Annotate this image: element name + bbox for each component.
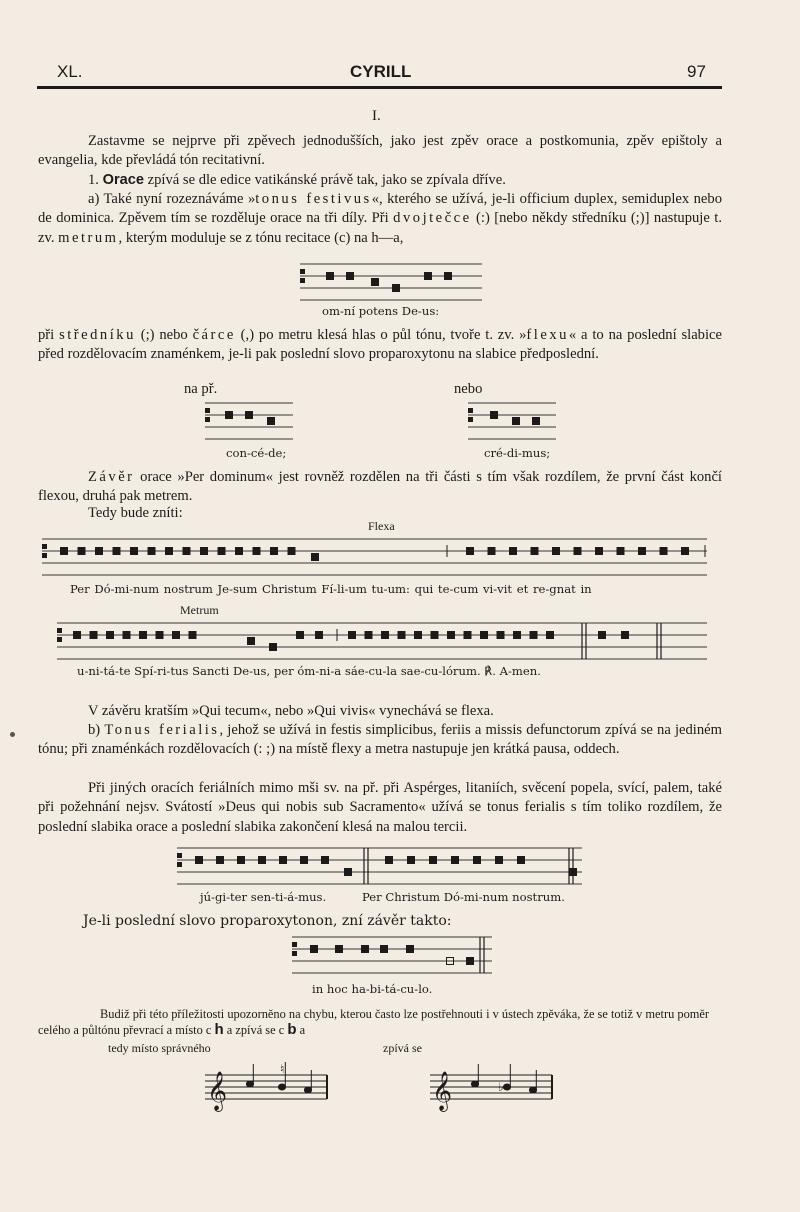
chant-note [148,548,155,555]
lyrics-example-2: con-cé-de; [226,446,287,460]
chant-note [316,632,323,639]
chant-note [253,548,260,555]
c-clef-icon [177,853,182,858]
note-h: h [214,1021,224,1038]
chant-note [393,285,400,292]
chant-note [362,946,369,953]
lyrics-example-1: om-ní potens De-us: [322,304,440,318]
chant-note [386,857,393,864]
text: (:) [nebo někdy středníku (;)] nastupuje t. zv. [38,210,722,246]
c-clef-icon [292,951,297,956]
paragraph-chyba [38,1006,724,1038]
label-metrum: Metrum [180,603,219,617]
chant-note [682,548,689,555]
chant-note [74,632,81,639]
chant-note [464,632,471,639]
paragraph-orace [38,171,722,190]
chant-note [349,632,356,639]
chant-note [617,548,624,555]
text: a zpívá se c [223,1023,288,1037]
chant-note [365,632,372,639]
chant-note [90,632,97,639]
text: Budiž při této příležitosti upozorněno na chybu, kterou často lze postřehnouti i v ústech zpěváka, že se totiž v metru poměr celého a půltónu převrací a místo c [38,1007,710,1037]
lyrics-habitaculo: in hoc ha-bi-tá-cu-lo. [312,982,433,996]
c-clef-icon [42,553,47,558]
chant-staff-example-2 [205,401,293,441]
text: b) [88,722,105,738]
chant-note [639,548,646,555]
chant-note [481,632,488,639]
note-c [246,1081,253,1087]
chant-note [173,632,180,639]
chant-note [574,548,581,555]
chant-note [398,632,405,639]
note-c [471,1081,478,1087]
chant-staff-habitaculo [292,935,492,975]
label-na-pr: na př. [184,381,218,397]
label-zpiva-se: zpívá se [383,1041,422,1055]
note-b: b [287,1021,297,1038]
c-clef-icon [300,278,305,283]
chant-note [496,857,503,864]
header-rule [37,86,722,89]
lyrics-example-3: cré-di-mus; [484,446,551,460]
paragraph-qui-tecum: V závěru kratším »Qui tecum«, nebo »Qui vivis« vynechává se flexa. [88,703,494,719]
chant-note [596,548,603,555]
text: a [296,1023,306,1037]
chant-note [131,548,138,555]
chant-note [259,857,266,864]
chant-note [497,632,504,639]
chant-note [288,548,295,555]
chant-note [166,548,173,555]
natural-sign-icon: ♮ [280,1062,285,1076]
margin-dot [10,732,15,737]
text: orace »Per dominum« jest rovněž rozdělen na tři části s tím však rozdílem, že první část končí flexou, druhá pak metrem. [38,469,722,505]
chant-note [246,412,253,419]
text: «, kterého se užívá, je-li officium duplex, semiduplex nebo de dominica. Zpěvem tím se rozděluje orace na tři díly. Při [38,191,722,227]
chant-note [78,548,85,555]
chant-note [448,632,455,639]
note-a [529,1087,536,1093]
chant-note [533,418,540,425]
paragraph-flexa [38,326,722,365]
chant-note [599,632,606,639]
term-strednik: středníku [59,327,136,343]
chant-staff-jugiter [177,846,582,886]
note-h-natural [278,1084,285,1090]
term-zaver: Závěr [88,469,135,485]
chant-note [322,857,329,864]
note-b-flat [503,1084,510,1090]
c-clef-icon [42,544,47,549]
label-tedy-misto: tedy místo správného [108,1041,211,1055]
chant-note [488,548,495,555]
chant-note [452,857,459,864]
term-orace: Orace [102,172,144,188]
text: zpívá se dle edice vatikánské právě tak, jako se zpívala dříve. [144,172,506,188]
chant-note [407,946,414,953]
text: (;) nebo [135,327,193,343]
term-carka: čárce [192,327,236,343]
chant-note [248,638,255,645]
chant-staff-per-dominum [42,537,707,577]
label-nebo: nebo [454,381,483,397]
term-dvojtecce: dvojtečce [393,210,472,227]
chant-note [217,857,224,864]
chant-note [415,632,422,639]
chant-note [268,418,275,425]
running-header-left: XL. [57,62,83,81]
paragraph-zaver [38,468,722,507]
chant-note [61,548,68,555]
term-metrum: metrum [58,229,119,246]
chant-note [196,857,203,864]
text: a) Také nyní rozeznáváme » [88,191,256,207]
c-clef-icon [205,417,210,422]
text: , kterým moduluje se z tónu recitace (c) na h—a, [118,229,404,246]
c-clef-icon [468,417,473,422]
c-clef-icon [300,269,305,274]
chant-note [201,548,208,555]
chant-note [510,548,517,555]
chant-note [474,857,481,864]
chant-note [270,644,277,651]
paragraph-jine-orace: Při jiných oracích feriálních mimo mši sv. na př. při Aspérges, litaniích, svěcení popela, svící, palem, také při požehnání nejsv. Svátostí »Deus qui nobis sub Sacramento« užívá se tonus ferialis s tím toliko rozdílem, že poslední slabika orace a poslední slabika zakončení klesá na malou tercii. [38,780,722,835]
chant-staff-example-1 [300,262,482,302]
c-clef-icon [468,408,473,413]
paragraph-tonus-festivus [38,190,722,248]
chant-note [238,857,245,864]
lyrics-per-christum: Per Christum Dó-mi-num nostrum. [362,890,565,904]
treble-clef-icon: 𝄞 [432,1071,453,1111]
c-clef-icon [205,408,210,413]
running-header-title: CYRILL [350,62,412,81]
item-number: 1. [88,172,99,188]
text: , jehož se užívá in festis simplicibus, feriis a missis defunctorum zpívá se na jediném tónu; při znaménkách rozdělovacích (: ;) na místě flexy a metra nastupuje jen krátká pausa, oddech. [38,722,722,758]
chant-note [183,548,190,555]
c-clef-icon [57,637,62,642]
chant-note [156,632,163,639]
text: (,) po metru klesá hlas o půl tónu, tvoře t. zv. » [235,327,527,343]
term-tonus-festivus: tonus festivus [255,191,372,207]
chant-note [518,857,525,864]
chant-note [445,273,452,280]
chant-note [345,869,352,876]
chant-note [382,632,389,639]
chant-staff-example-3 [468,401,556,441]
chant-note [347,273,354,280]
chant-note [491,412,498,419]
text: při [38,327,60,343]
chant-note [660,548,667,555]
note-a [304,1087,311,1093]
chant-note [271,548,278,555]
chant-note [430,857,437,864]
text: « a to na poslední slabice před rozdělovacím znaménkem, je-li pak poslední slovo proparoxytonu na slabice předposlední. [38,327,722,363]
label-flexa: Flexa [368,519,395,533]
c-clef-icon [57,628,62,633]
chant-note [431,632,438,639]
chant-note [408,857,415,864]
section-numeral: I. [372,108,381,124]
chant-note [553,548,560,555]
chant-note [547,632,554,639]
chant-note [381,946,388,953]
paragraph-intro: Zastavme se nejprve při zpěvech jednodušších, jako jest zpěv orace a postkomunia, zpěv epištoly a evangelia, kde převládá tón recitativní. [38,133,722,169]
modern-staff-correct [205,1058,330,1111]
paragraph-tedy: Tedy bude zníti: [88,505,183,521]
chant-note [311,946,318,953]
chant-note [96,548,103,555]
modern-staff-wrong [430,1058,555,1111]
chant-note [336,946,343,953]
chant-note [123,632,130,639]
chant-note [189,632,196,639]
chant-note [297,632,304,639]
chant-note [531,548,538,555]
paragraph-tonus-ferialis [38,721,722,760]
chant-note [280,857,287,864]
chant-note [425,273,432,280]
chant-note [327,273,334,280]
flat-sign-icon: ♭ [498,1080,504,1094]
chant-note [467,548,474,555]
chant-note [236,548,243,555]
chant-staff-unitate [57,621,707,661]
chant-note [107,632,114,639]
chant-note [467,958,474,965]
chant-note [301,857,308,864]
chant-note [140,632,147,639]
page-number: 97 [687,62,706,81]
chant-note [113,548,120,555]
term-flexa: flexu [526,327,569,343]
chant-note [226,412,233,419]
c-clef-icon [177,862,182,867]
lyrics-jugiter: jú-gi-ter sen-ti-á-mus. [200,890,327,904]
chant-note [312,554,319,561]
lyrics-per-dominum: Per Dó-mi-num nostrum Je-sum Christum Fí-li-um tu-um: qui te-cum vi-vit et re-gnat in [70,582,592,596]
lyrics-unitate: u-ni-tá-te Spí-ri-tus Sancti De-us, per óm-ni-a sáe-cu-la sae-cu-lórum. ℟. A-men. [77,664,541,678]
chant-note [513,418,520,425]
chant-note [218,548,225,555]
chant-note [622,632,629,639]
paragraph-proparoxytonon: Je-li poslední slovo proparoxytonon, zní závěr takto: [83,913,452,929]
chant-note [514,632,521,639]
chant-note [530,632,537,639]
chant-note [372,279,379,286]
treble-clef-icon: 𝄞 [207,1071,228,1111]
c-clef-icon [292,942,297,947]
term-tonus-ferialis: Tonus ferialis [104,722,220,738]
